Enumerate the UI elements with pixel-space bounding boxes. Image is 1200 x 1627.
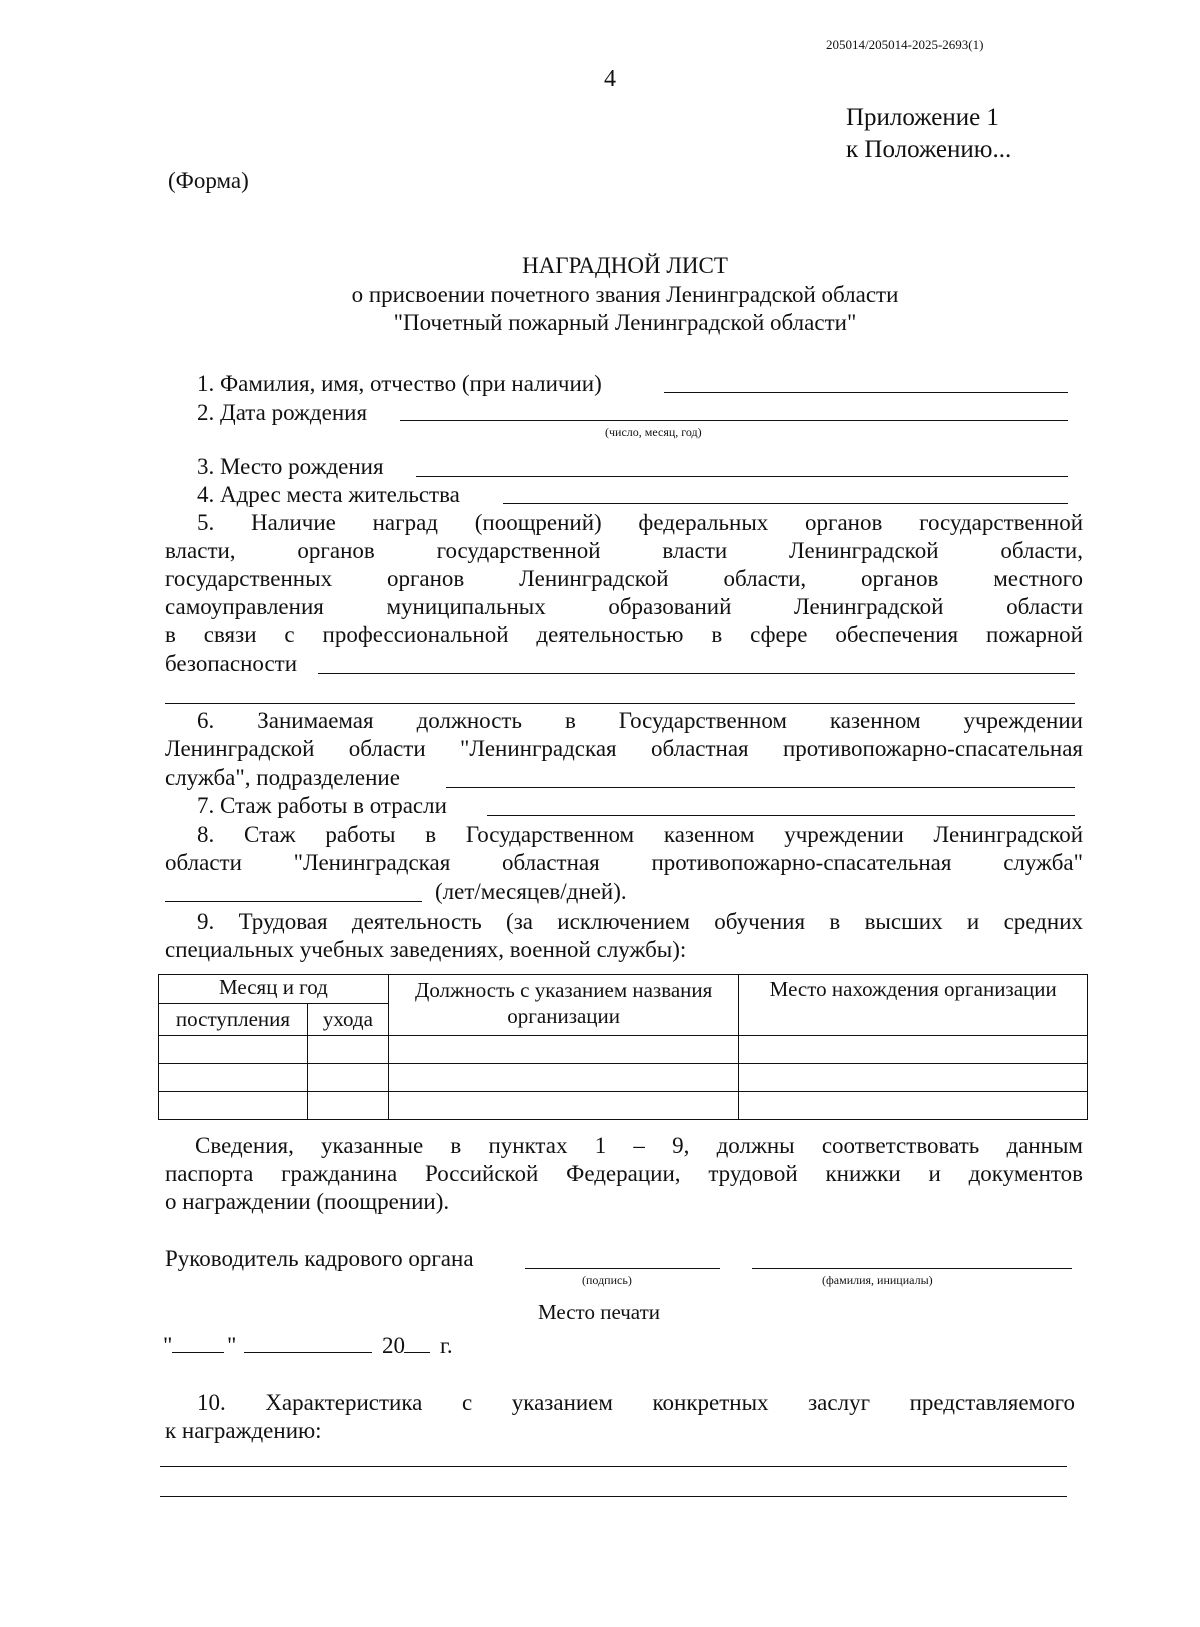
date-quote-open: " [163,1333,173,1358]
page-number: 4 [604,66,616,92]
field-10-blank-1[interactable] [160,1466,1067,1467]
field-5-line-1: 5. Наличие наград (поощрений) федеральных органов государственной [197,510,1083,535]
date-year-blank[interactable] [404,1352,430,1353]
header-location: Место нахождения организации [739,975,1088,1036]
field-7-label: 7. Стаж работы в отрасли [197,793,447,818]
document-subtitle-2: "Почетный пожарный Ленинградской области" [393,310,857,335]
field-4-label: 4. Адрес места жительства [197,482,460,507]
field-9-line-2: специальных учебных заведениях, военной службы): [165,937,687,962]
field-10-blank-2[interactable] [160,1496,1067,1497]
document-id: 205014/205014-2025-2693(1) [826,37,984,52]
field-4-blank[interactable] [503,503,1068,504]
date-quote-close: " [227,1333,237,1358]
document-title: НАГРАДНОЙ ЛИСТ [522,253,728,278]
table-row [159,1064,1088,1092]
field-7-blank[interactable] [487,815,1075,816]
table-cell[interactable] [739,1092,1088,1120]
table-cell[interactable] [388,1092,739,1120]
field-6-blank[interactable] [446,787,1075,788]
field-1-label: 1. Фамилия, имя, отчество (при наличии) [197,371,602,396]
header-end: ухода [307,1004,388,1036]
field-2-hint: (число, месяц, год) [605,425,702,439]
field-3-label: 3. Место рождения [197,454,384,479]
field-5-line-3: государственных органов Ленинградской области, органов местного [165,566,1083,591]
field-8-line-1: 8. Стаж работы в Государственном казенном учреждении Ленинградской [197,822,1083,847]
table-cell[interactable] [739,1036,1088,1064]
header-position: Должность с указанием названия организации [388,975,739,1036]
note-line-1: Сведения, указанные в пунктах 1 – 9, должны соответствовать данным [195,1133,1083,1158]
field-3-blank[interactable] [416,476,1068,477]
field-5-blank-1[interactable] [318,673,1075,674]
name-hint: (фамилия, инициалы) [822,1273,933,1287]
table-cell[interactable] [388,1036,739,1064]
field-5-line-4: самоуправления муниципальных образований Ленинградской области [165,594,1083,619]
table-cell[interactable] [739,1064,1088,1092]
field-5-blank-2[interactable] [165,703,1075,704]
header-start: поступления [159,1004,308,1036]
field-6-line-2: Ленинградской области "Ленинградская областная противопожарно-спасательная [165,736,1083,761]
field-8-line-3: (лет/месяцев/дней). [435,879,627,904]
table-cell[interactable] [159,1036,308,1064]
table-cell[interactable] [307,1092,388,1120]
field-6-line-3: служба", подразделение [165,765,400,790]
signature-blank[interactable] [525,1268,720,1269]
work-history-table [158,974,1088,1120]
table-cell[interactable] [307,1064,388,1092]
date-day-blank[interactable] [172,1352,224,1353]
field-5-line-2: власти, органов государственной власти Ленинградской области, [165,538,1083,563]
field-10-line-2: к награждению: [165,1418,322,1443]
signature-label: Руководитель кадрового органа [165,1246,474,1271]
field-5-line-5: в связи с профессиональной деятельностью в сфере обеспечения пожарной [165,622,1083,647]
appendix-reference: к Положению... [846,136,1012,163]
document-subtitle-1: о присвоении почетного звания Ленинградской области [351,282,899,307]
field-1-blank[interactable] [664,392,1068,393]
appendix-label: Приложение 1 [846,104,999,131]
note-line-3: о награждении (поощрении). [165,1189,450,1214]
table-cell[interactable] [307,1036,388,1064]
field-5-line-6: безопасности [165,651,298,676]
name-blank[interactable] [752,1268,1072,1269]
header-month-year: Месяц и год [159,975,389,1004]
field-10-line-1: 10. Характеристика с указанием конкретных заслуг представляемого [197,1390,1075,1415]
table-row [159,1036,1088,1064]
table-row [159,1092,1088,1120]
table-cell[interactable] [388,1064,739,1092]
note-line-2: паспорта гражданина Российской Федерации, трудовой книжки и документов [165,1161,1083,1186]
date-year-prefix: 20 [382,1333,405,1358]
date-year-suffix: г. [440,1333,453,1358]
table-cell[interactable] [159,1064,308,1092]
field-9-line-1: 9. Трудовая деятельность (за исключением обучения в высших и средних [197,909,1083,934]
seal-place: Место печати [538,1300,661,1324]
table-cell[interactable] [159,1092,308,1120]
field-8-blank[interactable] [165,901,422,902]
field-2-label: 2. Дата рождения [197,400,368,425]
field-6-line-1: 6. Занимаемая должность в Государственном казенном учреждении [197,708,1083,733]
field-2-blank[interactable] [400,420,1068,421]
field-8-line-2: области "Ленинградская областная противопожарно-спасательная служба" [165,850,1083,875]
date-month-blank[interactable] [244,1352,372,1353]
form-label: (Форма) [168,168,249,193]
signature-hint: (подпись) [582,1273,632,1287]
